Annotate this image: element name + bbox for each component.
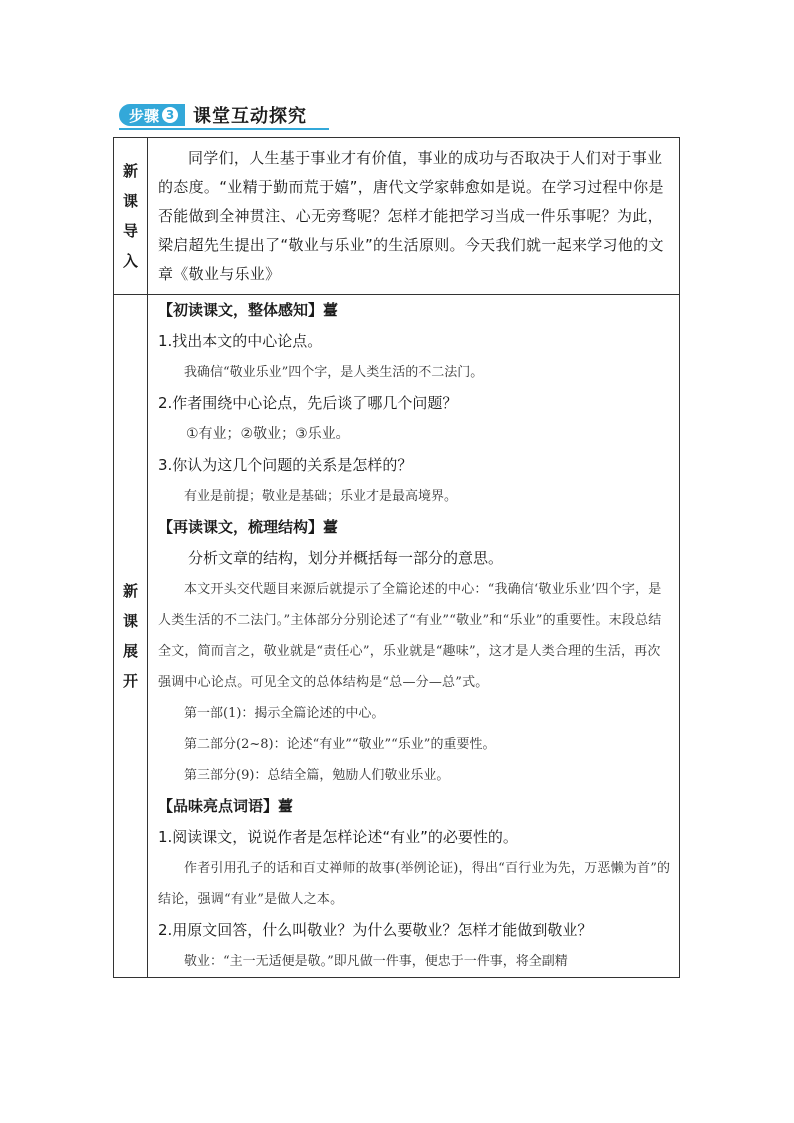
intro-label: 新 课 导 入 — [114, 138, 148, 295]
part-1: 第一部(1)：揭示全篇论述的中心。 — [184, 706, 385, 721]
step-badge-label: 步骤 — [129, 106, 160, 125]
question-3: 3.你认为这几个问题的关系是怎样的？ — [158, 456, 413, 474]
tag-icon: 薹 — [323, 301, 339, 319]
part-3: 第三部分(9)：总结全篇，勉励人们敬业乐业。 — [184, 768, 450, 783]
answer-1: 我确信“敬业乐业”四个字，是人类生活的不二法门。 — [184, 365, 484, 380]
section-heading-3: 【品味亮点词语】薹 — [158, 797, 294, 815]
step-header — [119, 103, 307, 127]
question-2: 2.作者围绕中心论点，先后谈了哪几个问题？ — [158, 394, 458, 412]
answer-4: 作者引用孔子的话和百丈禅师的故事(举例论证)，得出“百行业为先，万恶懒为首”的结论，强调“有业”是做人之本。 — [158, 861, 671, 907]
section-heading-1: 【初读课文，整体感知】薹 — [158, 301, 339, 319]
answer-3: 有业是前提；敬业是基础；乐业才是最高境界。 — [184, 489, 458, 504]
question-5: 2.用原文回答，什么叫敬业？为什么要敬业？怎样才能做到敬业？ — [158, 921, 593, 939]
step-number: 3 — [162, 107, 178, 123]
structure-paragraph: 本文开头交代题目来源后就提示了全篇论述的中心：“我确信‘敬业乐业’四个字，是人类生活的不二法门。”主体部分分别论述了“有业”“敬业”和“乐业”的重要性。末段总结全文，简而言之，敬业就是“责任心”，乐业就是“趣味”，这才是人类合理的生活，再次强调中心论点。可见全文的总体结构是“总—分—总”式。 — [158, 582, 662, 690]
step-badge — [119, 104, 185, 126]
answer-2: ①有业；②敬业；③乐业。 — [186, 426, 350, 442]
title-underline — [119, 128, 329, 130]
section-title: 课堂互动探究 — [193, 106, 308, 127]
part-2: 第二部分(2~8)：论述“有业”“敬业”“乐业”的重要性。 — [184, 737, 496, 752]
answer-5: 敬业：“主一无适便是敬。”即凡做一件事，便忠于一件事，将全副精 — [184, 954, 568, 969]
intro-text: 同学们，人生基于事业才有价值，事业的成功与否取决于人们对于事业的态度。“业精于勤而荒于嬉”，唐代文学家韩愈如是说。在学习过程中你是否能做到全神贯注、心无旁骛呢？怎样才能把学习当成一件乐事呢？为此，梁启超先生提出了“敬业与乐业”的生活原则。今天我们就一起来学习他的文章《敬业与乐业》 — [148, 138, 680, 295]
lesson-table — [113, 137, 680, 978]
question-4: 1.阅读课文，说说作者是怎样论述“有业”的必要性的。 — [158, 828, 518, 846]
tag-icon: 薹 — [323, 518, 339, 536]
structure-intro: 分析文章的结构，划分并概括每一部分的意思。 — [188, 549, 504, 567]
main-label: 新 课 展 开 — [114, 295, 148, 978]
tag-icon: 薹 — [278, 797, 294, 815]
section-heading-2: 【再读课文，梳理结构】薹 — [158, 518, 339, 536]
main-content — [148, 295, 680, 978]
question-1: 1.找出本文的中心论点。 — [158, 332, 323, 350]
